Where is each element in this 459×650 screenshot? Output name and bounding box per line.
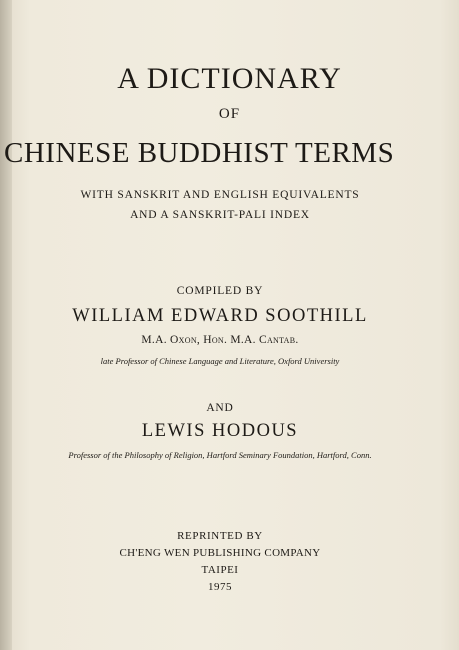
- author-1-degrees: M.A. Oxon, Hon. M.A. Cantab.: [141, 334, 299, 346]
- subtitle-line-2: AND A SANSKRIT-PALI INDEX: [130, 209, 310, 221]
- publisher-name: CH'ENG WEN PUBLISHING COMPANY: [119, 547, 321, 559]
- author-2-affiliation: Professor of the Philosophy of Religion, Hartford Seminary Foundation, Hartford, Conn.: [68, 450, 372, 460]
- subtitle-line-1: WITH SANSKRIT AND ENGLISH EQUIVALENTS: [80, 189, 360, 201]
- compiled-by-label: COMPILED BY: [176, 285, 264, 297]
- author-1-name: WILLIAM EDWARD SOOTHILL: [72, 306, 368, 326]
- title-line-3: CHINESE BUDDHIST TERMS: [4, 137, 395, 169]
- author-1-affiliation: late Professor of Chinese Language and Literature, Oxford University: [100, 356, 340, 366]
- author-2-name: LEWIS HODOUS: [141, 421, 299, 441]
- reprinted-by-label: REPRINTED BY: [177, 530, 263, 542]
- and-label: AND: [206, 402, 234, 414]
- publication-city: TAIPEI: [201, 564, 239, 576]
- publication-year: 1975: [208, 581, 232, 593]
- title-line-2: OF: [218, 106, 241, 122]
- title-line-1: A DICTIONARY: [117, 62, 342, 95]
